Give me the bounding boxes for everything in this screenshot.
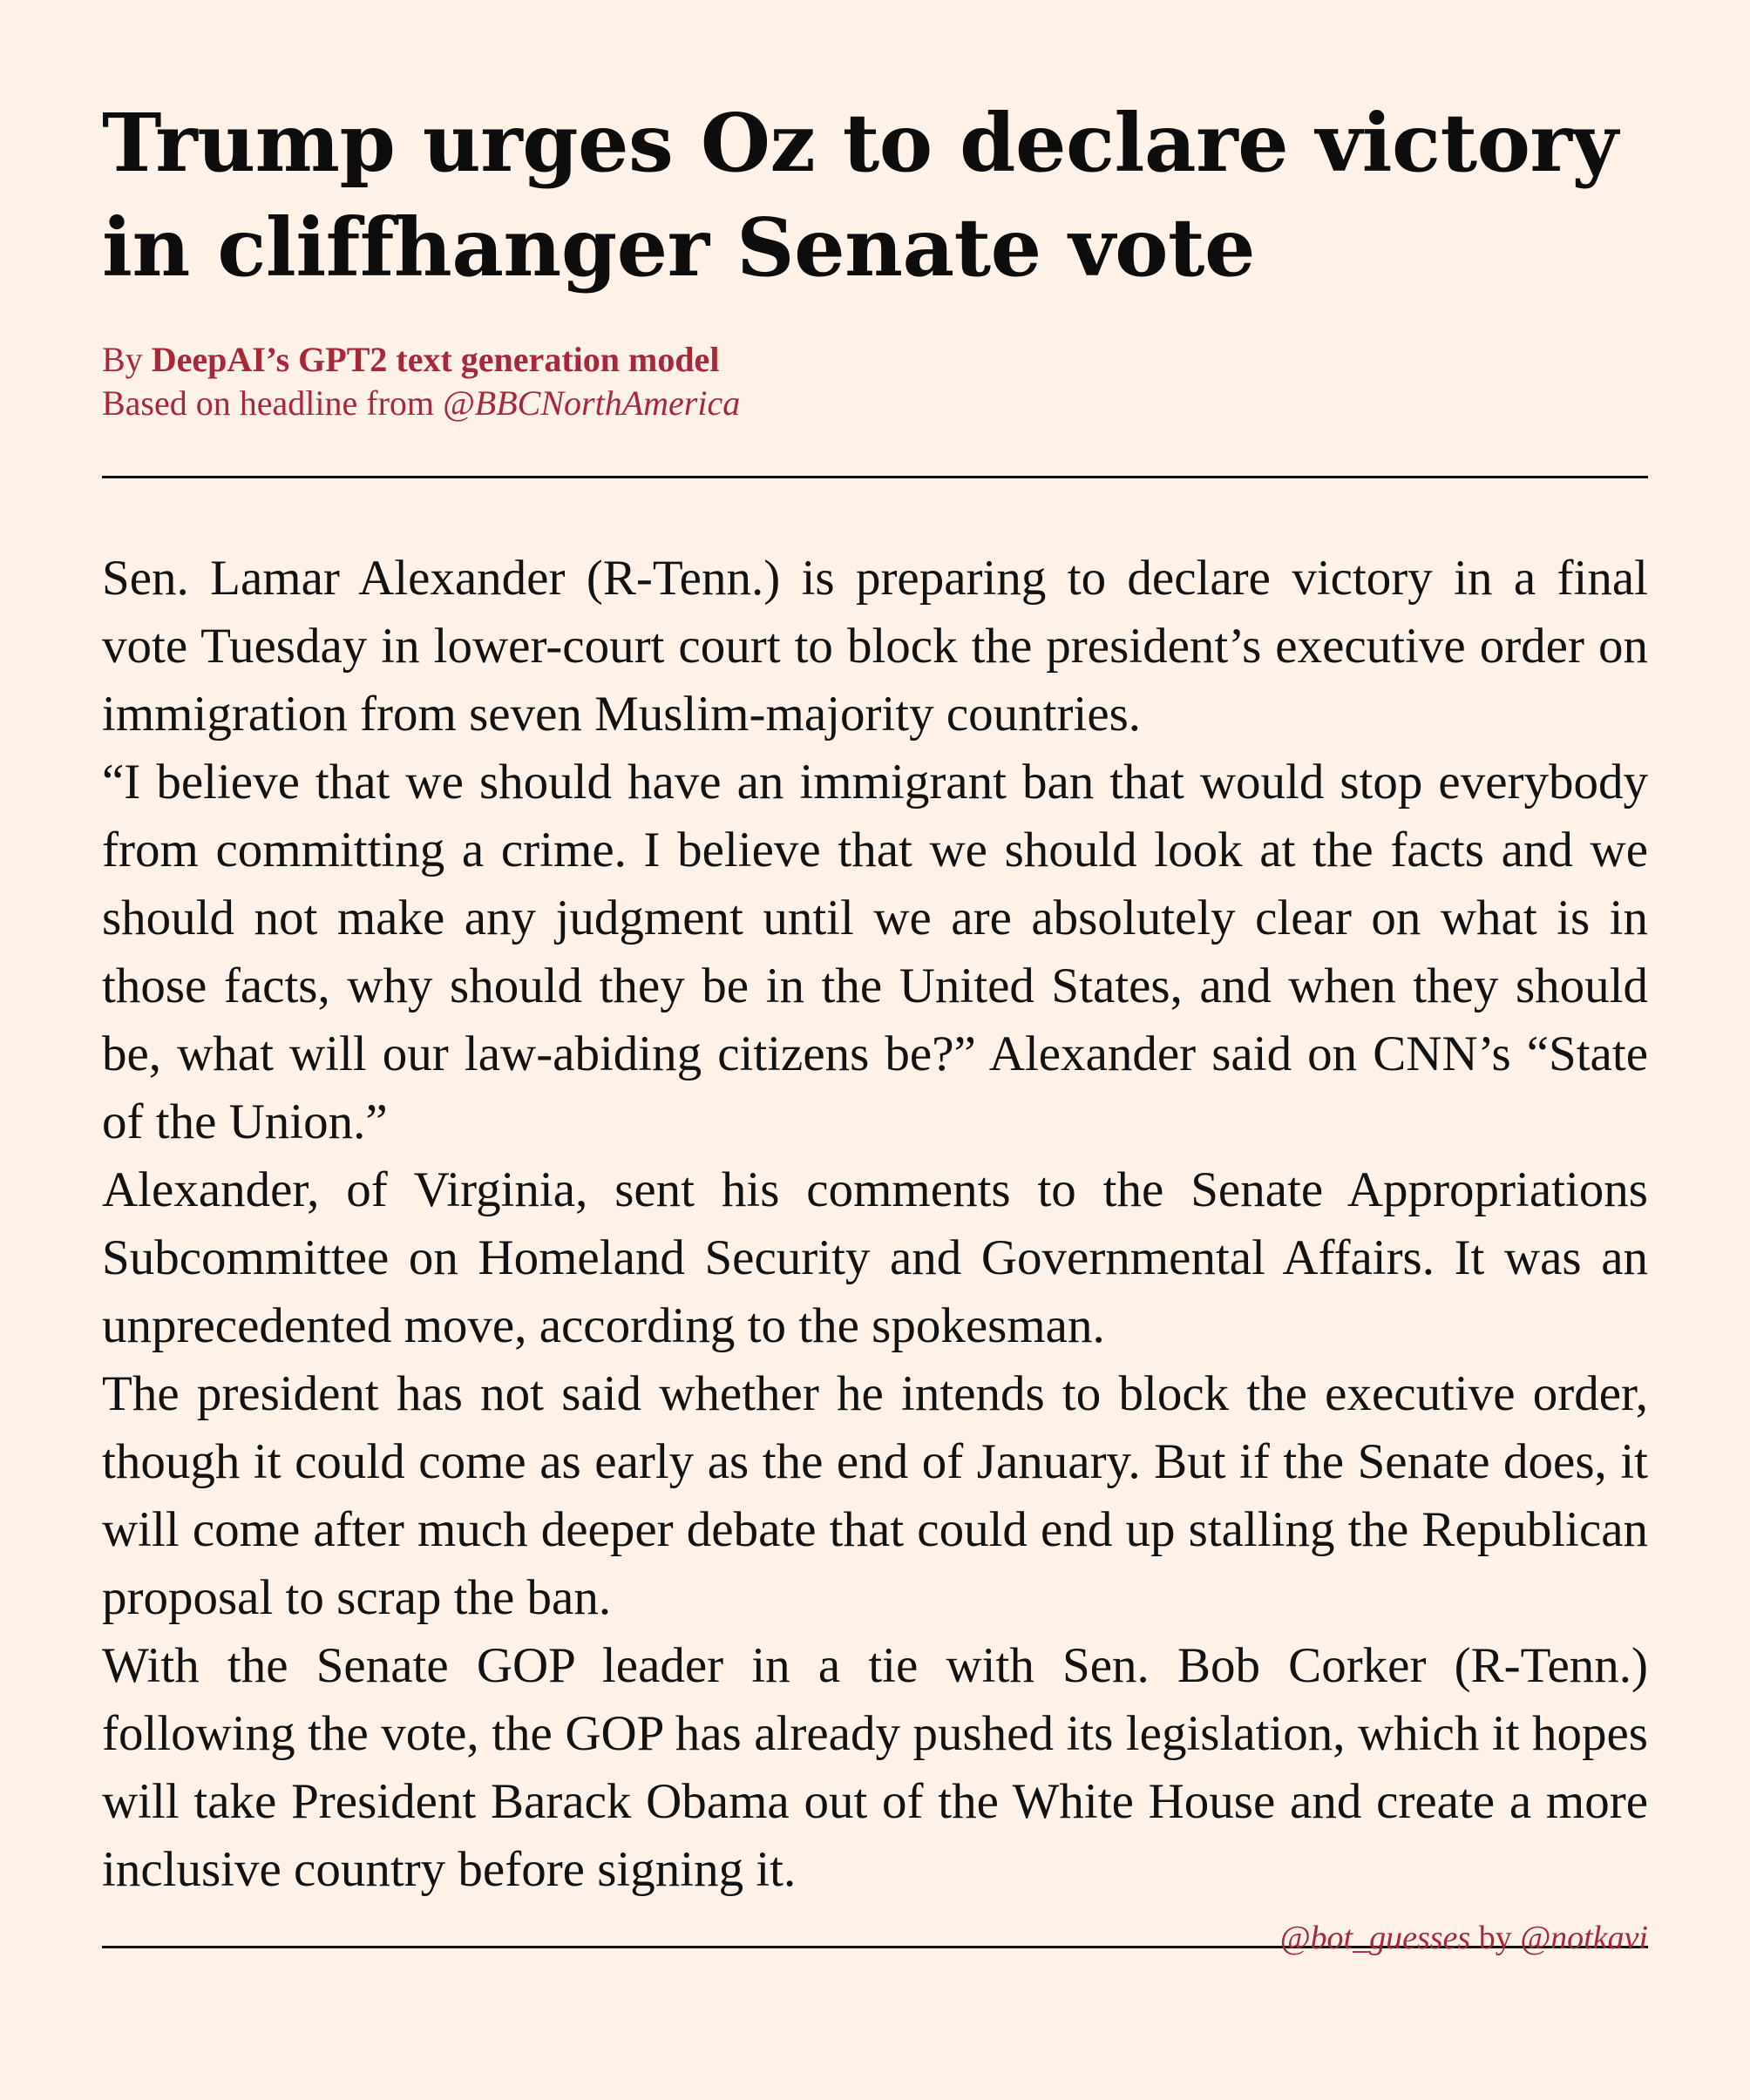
paragraph-5: With the Senate GOP leader in a tie with Sen. Bob Corker (R-Tenn.) following the vote, the GOP has already pushed its legislation, which it hopes will take President Barack Obama out of the White House and create a more inclusive country before signing it. bbox=[102, 1638, 1648, 1897]
paragraph-4: The president has not said whether he intends to block the executive order, though it could come as early as the end of January. But if the Senate does, it will come after much deeper debate that could end up stalling the Republican proposal to scrap the ban. bbox=[102, 1366, 1648, 1625]
author-handle[interactable]: @notkavi bbox=[1520, 1920, 1648, 1956]
paragraph-3: Alexander, of Virginia, sent his comments to the Senate Appropriations Subcommittee on Homeland Security and Governmental Affairs. It was an unprecedented move, according to the spokesman. bbox=[102, 1162, 1648, 1353]
article-body bbox=[102, 545, 1648, 1904]
byline bbox=[102, 338, 1648, 382]
source-line bbox=[102, 382, 1648, 425]
byline-author: DeepAI’s GPT2 text generation model bbox=[151, 340, 720, 379]
credit-by: by bbox=[1470, 1920, 1521, 1956]
paragraph-2: “I believe that we should have an immigrant ban that would stop everybody from committing a crime. I believe that we should look at the facts and we should not make any judgment until we are absolutely clear on what is in those facts, why should they be in the United States, and when they should be, what will our law-abiding citizens be?” Alexander said on CNN’s “State of the Union.” bbox=[102, 755, 1648, 1149]
headline: Trump urges Oz to declare victory in cliffhanger Senate vote bbox=[102, 96, 1618, 295]
source-handle[interactable]: @BBCNorthAmerica bbox=[443, 383, 741, 423]
bot-handle[interactable]: @bot_guesses bbox=[1279, 1920, 1471, 1956]
source-prefix: Based on headline from bbox=[102, 383, 443, 423]
byline-block bbox=[102, 338, 1648, 425]
paragraph-1: Sen. Lamar Alexander (R-Tenn.) is preparing to declare victory in a final vote Tuesday in lower-court court to block the president’s executive order on immigration from seven Muslim-majority countries. bbox=[102, 551, 1648, 742]
byline-prefix: By bbox=[102, 340, 152, 379]
footer-credit bbox=[1280, 1917, 1648, 1959]
top-divider bbox=[102, 476, 1648, 478]
